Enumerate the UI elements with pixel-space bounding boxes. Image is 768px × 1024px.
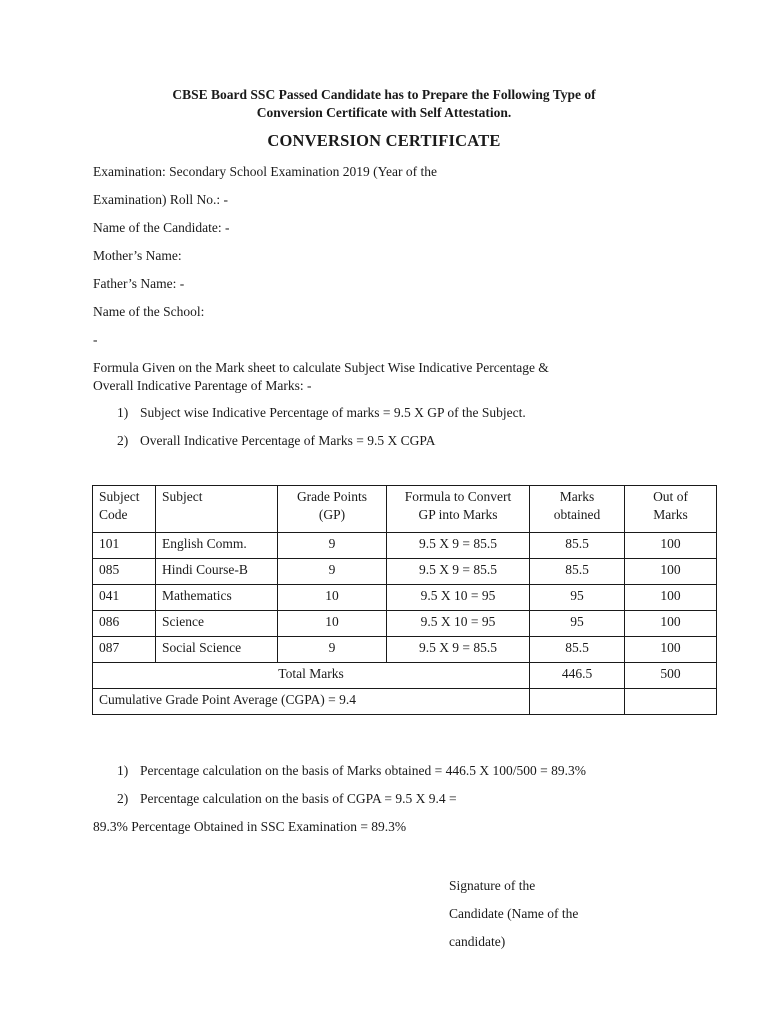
formula-item-text: Subject wise Indicative Percentage of marks = 9.5 X GP of the Subject.: [140, 405, 526, 420]
calculation-item: [117, 762, 586, 780]
cell-marks: 85.5: [530, 533, 625, 559]
formula-item: [117, 404, 526, 422]
total-marks-obtained: 446.5: [530, 663, 625, 689]
total-marks-row: [93, 663, 717, 689]
calculation-item-text: Percentage calculation on the basis of CGPA = 9.5 X 9.4 =: [140, 791, 457, 806]
cell-marks: 95: [530, 611, 625, 637]
table-row: [93, 559, 717, 585]
cgpa-label: Cumulative Grade Point Average (CGPA) = 9.4: [93, 689, 530, 715]
formula-item-text: Overall Indicative Percentage of Marks = 9.5 X CGPA: [140, 433, 436, 448]
calculation-item: [117, 790, 457, 808]
cell-gp: 9: [278, 637, 387, 663]
calculation-item-number: 1): [117, 763, 129, 778]
cell-gp: 9: [278, 559, 387, 585]
cell-out-of: 100: [625, 559, 717, 585]
formula-intro-line-2: Overall Indicative Parentage of Marks: -: [93, 378, 312, 393]
cell-formula: 9.5 X 9 = 85.5: [387, 637, 530, 663]
cell-formula: 9.5 X 9 = 85.5: [387, 533, 530, 559]
header-subject: Subject: [156, 486, 278, 533]
cell-subject: Mathematics: [156, 585, 278, 611]
cell-gp: 9: [278, 533, 387, 559]
candidate-name-field: Name of the Candidate: -: [93, 220, 230, 235]
header-formula: Formula to Convert GP into Marks: [387, 486, 530, 533]
formula-item: [117, 432, 435, 450]
total-marks-out-of: 500: [625, 663, 717, 689]
certificate-title: CONVERSION CERTIFICATE: [267, 131, 501, 150]
cell-out-of: 100: [625, 585, 717, 611]
cell-code: 085: [93, 559, 156, 585]
signature-line-1: Signature of the: [449, 878, 536, 893]
cell-out-of: 100: [625, 533, 717, 559]
table-header-row: [93, 486, 717, 533]
calculation-item-number: 2): [117, 791, 129, 806]
cell-out-of: 100: [625, 611, 717, 637]
table-row: [93, 611, 717, 637]
formula-item-number: 2): [117, 433, 129, 448]
cell-gp: 10: [278, 585, 387, 611]
cell-code: 101: [93, 533, 156, 559]
cell-code: 087: [93, 637, 156, 663]
cell-formula: 9.5 X 9 = 85.5: [387, 559, 530, 585]
marks-table: [92, 485, 717, 715]
examination-field-line-2: Examination) Roll No.: -: [93, 192, 228, 207]
signature-line-2: Candidate (Name of the: [449, 906, 579, 921]
signature-block: [449, 872, 578, 956]
cell-out-of: 100: [625, 637, 717, 663]
examination-field-line-1: Examination: Secondary School Examination 2019 (Year of the: [93, 164, 437, 179]
cell-marks: 95: [530, 585, 625, 611]
header-grade-points: Grade Points (GP): [278, 486, 387, 533]
table-row: [93, 637, 717, 663]
cell-subject: Science: [156, 611, 278, 637]
heading-line-1: CBSE Board SSC Passed Candidate has to Prepare the Following Type of: [172, 87, 596, 102]
header-subject-code: Subject Code: [93, 486, 156, 533]
cell-code: 041: [93, 585, 156, 611]
cell-subject: Social Science: [156, 637, 278, 663]
cgpa-empty-cell: [625, 689, 717, 715]
cgpa-row: [93, 689, 717, 715]
father-name-field: Father’s Name: -: [93, 276, 185, 291]
cell-formula: 9.5 X 10 = 95: [387, 611, 530, 637]
formula-intro-line-1: Formula Given on the Mark sheet to calculate Subject Wise Indicative Percentage &: [93, 360, 549, 375]
school-name-dash: -: [93, 332, 98, 347]
mother-name-field: Mother’s Name:: [93, 248, 182, 263]
heading-line-2: Conversion Certificate with Self Attestation.: [256, 105, 512, 120]
signature-line-3: candidate): [449, 934, 506, 949]
calculation-item-text: Percentage calculation on the basis of Marks obtained = 446.5 X 100/500 = 89.3%: [140, 763, 587, 778]
table-row: [93, 585, 717, 611]
cell-formula: 9.5 X 10 = 95: [387, 585, 530, 611]
header-marks-obtained: Marks obtained: [530, 486, 625, 533]
document-heading: [0, 86, 768, 122]
table-row: [93, 533, 717, 559]
formula-item-number: 1): [117, 405, 129, 420]
header-out-of-marks: Out of Marks: [625, 486, 717, 533]
cgpa-empty-cell: [530, 689, 625, 715]
cell-marks: 85.5: [530, 559, 625, 585]
result-line: 89.3% Percentage Obtained in SSC Examination = 89.3%: [93, 819, 407, 834]
cell-gp: 10: [278, 611, 387, 637]
total-marks-label: Total Marks: [93, 663, 530, 689]
school-name-field: Name of the School:: [93, 304, 205, 319]
cell-subject: Hindi Course-B: [156, 559, 278, 585]
cell-subject: English Comm.: [156, 533, 278, 559]
cell-code: 086: [93, 611, 156, 637]
cell-marks: 85.5: [530, 637, 625, 663]
